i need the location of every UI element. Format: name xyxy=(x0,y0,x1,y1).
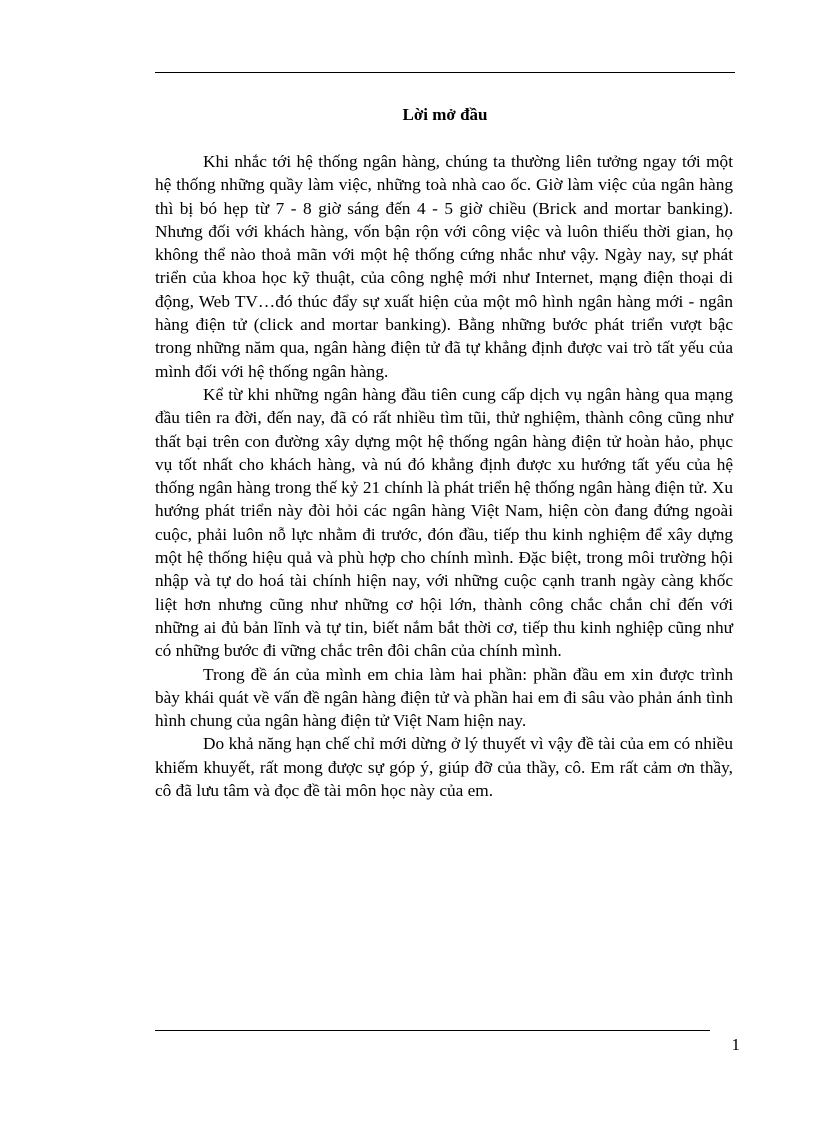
footer-rule xyxy=(155,1030,710,1031)
paragraph-4: Do khả năng hạn chế chỉ mới dừng ở lý thuyết vì vậy đề tài của em có nhiều khiếm khuyết, rất mong được sự góp ý, giúp đỡ của thầy, cô. Em rất cảm ơn thầy, cô đã lưu tâm và đọc đề tài môn học này của em. xyxy=(155,734,733,801)
paragraph-3: Trong đề án của mình em chia làm hai phần: phần đầu em xin được trình bày khái quát về vấn đề ngân hàng điện tử và phần hai em đi sâu vào phản ánh tình hình chung của ngân hàng điện tử Việt Nam hiện nay. xyxy=(155,664,733,731)
page-title: Lời mở đầu xyxy=(402,105,488,124)
header-rule xyxy=(155,72,735,73)
body-text xyxy=(155,150,733,802)
paragraph-2: Kể từ khi những ngân hàng đầu tiên cung cấp dịch vụ ngân hàng qua mạng đầu tiên ra đời, đến nay, đã có rất nhiều tìm tũi, thử nghiệm, thành công cũng như thất bại trên con đường xây dựng một hệ thống ngân hàng điện tử hoàn hảo, phục vụ tốt nhất cho khách hàng, và nú đó khẳng định được xu hướng tất yếu của hệ thống ngân hàng trong thế kỷ 21 chính là phát triển hệ thống ngân hàng điện tử. Xu hướng phát triển này đòi hỏi các ngân hàng Việt Nam, hiện còn đang đứng ngoài cuộc, phải luôn nỗ lực nhằm đi trước, đón đầu, tiếp thu kinh nghiệm để xây dựng một hệ thống hiệu quả và phù hợp cho chính mình. Đặc biệt, trong môi trường hội nhập và tự do hoá tài chính hiện nay, với những cuộc cạnh tranh ngày càng khốc liệt hơn nhưng cũng như những cơ hội lớn, thành công chắc chắn chỉ đến với những ai đủ bản lĩnh và tự tin, biết nắm bắt thời cơ, tiếp thu kinh nghiệp cũng như có những bước đi vững chắc trên đôi chân của chính mình. xyxy=(155,384,733,661)
page-number: 1 xyxy=(731,1035,740,1054)
paragraph-1: Khi nhắc tới hệ thống ngân hàng, chúng ta thường liên tưởng ngay tới một hệ thống những quầy làm việc, những toà nhà cao ốc. Giờ làm việc của ngân hàng thì bị bó hẹp từ 7 - 8 giờ sáng đến 4 - 5 giờ chiều (Brick and mortar banking). Nhưng đối với khách hàng, vốn bận rộn với công việc và luôn thiếu thời gian, họ không thể nào thoả mãn với một hệ thống cứng nhắc như vậy. Ngày nay, sự phát triển của khoa học kỹ thuật, của công nghệ mới như Internet, mạng điện thoại di động, Web TV…đó thúc đẩy sự xuất hiện của một mô hình ngân hàng mới - ngân hàng điện tử (click and mortar banking). Bằng những bước phát triển vượt bậc trong những năm qua, ngân hàng điện tử đã tự khẳng định được vai trò tất yếu của mình đối với hệ thống ngân hàng. xyxy=(155,152,733,381)
